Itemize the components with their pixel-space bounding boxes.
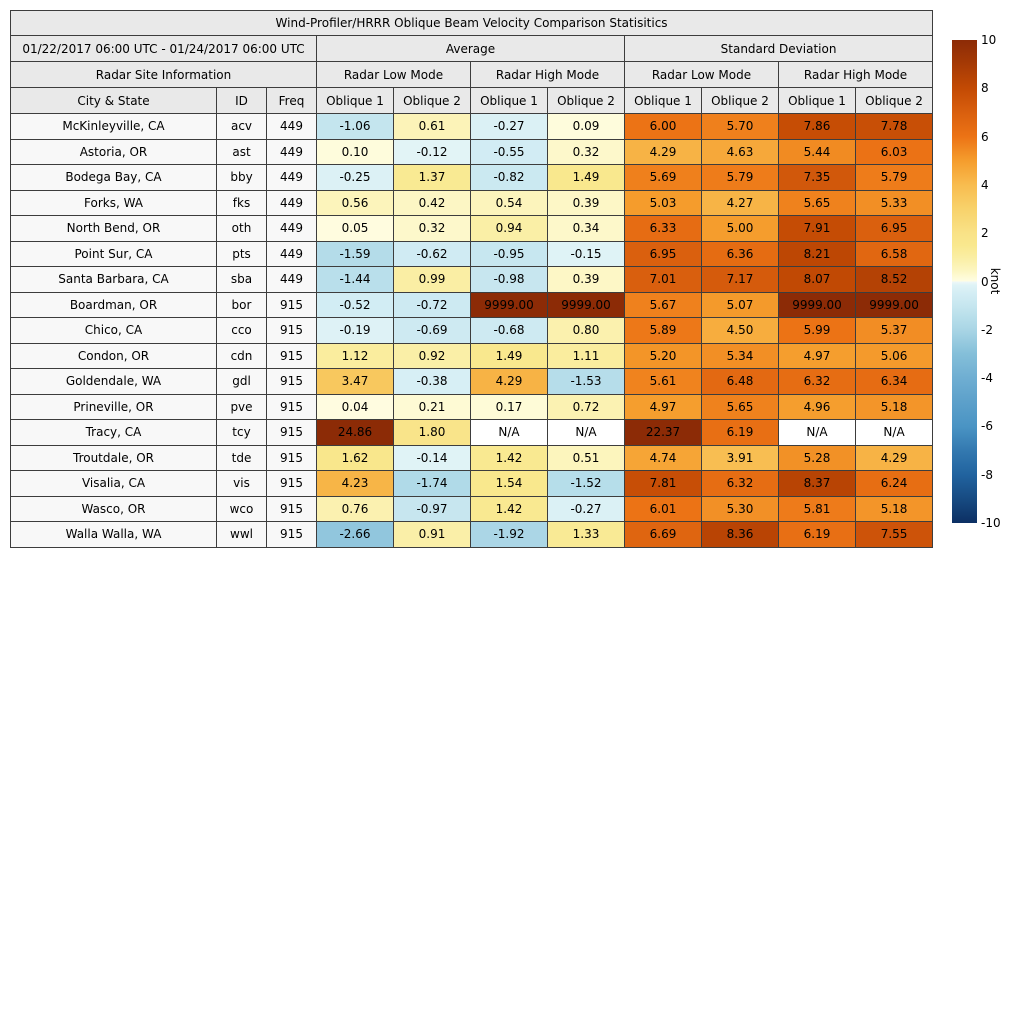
value-cell: 6.95 <box>856 216 933 242</box>
value-cell: -0.72 <box>394 292 471 318</box>
table-row <box>11 471 933 497</box>
colorbar-tick-label: -10 <box>981 516 1001 530</box>
value-cell: 0.05 <box>317 216 394 242</box>
value-cell: -0.98 <box>471 267 548 293</box>
value-cell: 6.95 <box>625 241 702 267</box>
city-cell: Troutdale, OR <box>11 445 217 471</box>
value-cell: 8.37 <box>779 471 856 497</box>
value-cell: -1.53 <box>548 369 625 395</box>
table-row <box>11 420 933 446</box>
freq-cell: 449 <box>267 114 317 140</box>
value-cell: 1.54 <box>471 471 548 497</box>
col-header-freq: Freq <box>267 88 317 114</box>
value-cell: 5.65 <box>779 190 856 216</box>
freq-cell: 449 <box>267 165 317 191</box>
value-cell: 1.11 <box>548 343 625 369</box>
value-cell: 4.97 <box>779 343 856 369</box>
value-cell: 7.01 <box>625 267 702 293</box>
value-cell: 0.61 <box>394 114 471 140</box>
city-cell: Boardman, OR <box>11 292 217 318</box>
section-radar-site-info: Radar Site Information <box>11 62 317 88</box>
value-cell: 0.39 <box>548 267 625 293</box>
value-cell: 3.91 <box>702 445 779 471</box>
freq-cell: 915 <box>267 343 317 369</box>
col-header-oblique1: Oblique 1 <box>471 88 548 114</box>
table-title: Wind-Profiler/HRRR Oblique Beam Velocity Comparison Statisitics <box>11 11 933 36</box>
site-id-cell: cco <box>217 318 267 344</box>
value-cell: -0.55 <box>471 139 548 165</box>
value-cell: 4.50 <box>702 318 779 344</box>
table-row <box>11 343 933 369</box>
table-row <box>11 369 933 395</box>
value-cell: 22.37 <box>625 420 702 446</box>
table-row <box>11 241 933 267</box>
colorbar-tick-label: -8 <box>981 467 993 482</box>
value-cell: 9999.00 <box>471 292 548 318</box>
table-row <box>11 496 933 522</box>
stats-table <box>10 10 933 548</box>
value-cell: 1.49 <box>548 165 625 191</box>
colorbar <box>952 40 977 523</box>
value-cell: 4.29 <box>856 445 933 471</box>
city-cell: Goldendale, WA <box>11 369 217 395</box>
value-cell: 4.74 <box>625 445 702 471</box>
col-header-oblique2: Oblique 2 <box>394 88 471 114</box>
value-cell: 5.20 <box>625 343 702 369</box>
value-cell: 4.63 <box>702 139 779 165</box>
site-id-cell: ast <box>217 139 267 165</box>
value-cell: -0.12 <box>394 139 471 165</box>
value-cell: -0.27 <box>548 496 625 522</box>
value-cell: 1.33 <box>548 522 625 548</box>
city-cell: Wasco, OR <box>11 496 217 522</box>
site-id-cell: bor <box>217 292 267 318</box>
freq-cell: 915 <box>267 292 317 318</box>
value-cell: 0.92 <box>394 343 471 369</box>
value-cell: 7.81 <box>625 471 702 497</box>
value-cell: 8.21 <box>779 241 856 267</box>
section-average: Average <box>317 36 625 62</box>
value-cell: 6.69 <box>625 522 702 548</box>
freq-cell: 915 <box>267 369 317 395</box>
value-cell: -0.95 <box>471 241 548 267</box>
value-cell: 7.78 <box>856 114 933 140</box>
table-row <box>11 292 933 318</box>
value-cell: 5.44 <box>779 139 856 165</box>
value-cell: 0.51 <box>548 445 625 471</box>
value-cell: 0.56 <box>317 190 394 216</box>
value-cell: -0.27 <box>471 114 548 140</box>
value-cell: 0.42 <box>394 190 471 216</box>
value-cell: 6.32 <box>779 369 856 395</box>
col-header-id: ID <box>217 88 267 114</box>
value-cell: 7.86 <box>779 114 856 140</box>
table-row <box>11 445 933 471</box>
city-cell: Point Sur, CA <box>11 241 217 267</box>
freq-cell: 915 <box>267 318 317 344</box>
value-cell: 0.10 <box>317 139 394 165</box>
city-cell: Bodega Bay, CA <box>11 165 217 191</box>
site-id-cell: wwl <box>217 522 267 548</box>
site-id-cell: oth <box>217 216 267 242</box>
value-cell: -0.25 <box>317 165 394 191</box>
table-row <box>11 318 933 344</box>
table-row <box>11 216 933 242</box>
site-id-cell: pts <box>217 241 267 267</box>
value-cell: 1.42 <box>471 496 548 522</box>
value-cell: -0.62 <box>394 241 471 267</box>
city-cell: Visalia, CA <box>11 471 217 497</box>
site-id-cell: gdl <box>217 369 267 395</box>
value-cell: 6.58 <box>856 241 933 267</box>
site-id-cell: tcy <box>217 420 267 446</box>
value-cell: 6.34 <box>856 369 933 395</box>
table-row <box>11 139 933 165</box>
table-row <box>11 394 933 420</box>
value-cell: 5.37 <box>856 318 933 344</box>
section-standard-deviation: Standard Deviation <box>625 36 933 62</box>
city-cell: McKinleyville, CA <box>11 114 217 140</box>
colorbar-unit-label: knot <box>988 267 1002 295</box>
value-cell: 1.49 <box>471 343 548 369</box>
value-cell: 0.91 <box>394 522 471 548</box>
table-row <box>11 165 933 191</box>
value-cell: 5.61 <box>625 369 702 395</box>
city-cell: North Bend, OR <box>11 216 217 242</box>
value-cell: -0.82 <box>471 165 548 191</box>
colorbar-tick-label: -6 <box>981 419 993 434</box>
value-cell: N/A <box>548 420 625 446</box>
col-header-oblique1: Oblique 1 <box>625 88 702 114</box>
colorbar-tick-label: 6 <box>981 129 989 144</box>
value-cell: 0.09 <box>548 114 625 140</box>
freq-cell: 915 <box>267 394 317 420</box>
freq-cell: 915 <box>267 496 317 522</box>
value-cell: 8.36 <box>702 522 779 548</box>
value-cell: -0.97 <box>394 496 471 522</box>
value-cell: 0.72 <box>548 394 625 420</box>
value-cell: 0.94 <box>471 216 548 242</box>
value-cell: 3.47 <box>317 369 394 395</box>
value-cell: 0.39 <box>548 190 625 216</box>
value-cell: 8.07 <box>779 267 856 293</box>
value-cell: 1.80 <box>394 420 471 446</box>
value-cell: 0.54 <box>471 190 548 216</box>
value-cell: -1.06 <box>317 114 394 140</box>
value-cell: 5.69 <box>625 165 702 191</box>
colorbar-tick-label: 0 <box>981 274 989 289</box>
value-cell: 5.67 <box>625 292 702 318</box>
value-cell: 7.17 <box>702 267 779 293</box>
value-cell: 6.36 <box>702 241 779 267</box>
value-cell: 9999.00 <box>856 292 933 318</box>
table-row <box>11 522 933 548</box>
site-id-cell: pve <box>217 394 267 420</box>
site-id-cell: tde <box>217 445 267 471</box>
table-row <box>11 114 933 140</box>
value-cell: 5.18 <box>856 496 933 522</box>
value-cell: 1.12 <box>317 343 394 369</box>
value-cell: 6.03 <box>856 139 933 165</box>
col-header-oblique2: Oblique 2 <box>856 88 933 114</box>
col-header-oblique2: Oblique 2 <box>702 88 779 114</box>
value-cell: 5.33 <box>856 190 933 216</box>
value-cell: 6.01 <box>625 496 702 522</box>
city-cell: Prineville, OR <box>11 394 217 420</box>
value-cell: 5.89 <box>625 318 702 344</box>
colorbar-tick-label: 4 <box>981 177 989 192</box>
value-cell: 9999.00 <box>548 292 625 318</box>
value-cell: 4.23 <box>317 471 394 497</box>
value-cell: -0.68 <box>471 318 548 344</box>
value-cell: 1.42 <box>471 445 548 471</box>
value-cell: -1.59 <box>317 241 394 267</box>
freq-cell: 449 <box>267 216 317 242</box>
freq-cell: 915 <box>267 420 317 446</box>
mode-header-avg-high: Radar High Mode <box>471 62 625 88</box>
site-id-cell: wco <box>217 496 267 522</box>
value-cell: -1.44 <box>317 267 394 293</box>
value-cell: -1.92 <box>471 522 548 548</box>
city-cell: Walla Walla, WA <box>11 522 217 548</box>
value-cell: 1.62 <box>317 445 394 471</box>
value-cell: 5.07 <box>702 292 779 318</box>
value-cell: 5.79 <box>856 165 933 191</box>
col-header-oblique1: Oblique 1 <box>317 88 394 114</box>
value-cell: 5.00 <box>702 216 779 242</box>
value-cell: 9999.00 <box>779 292 856 318</box>
value-cell: 5.28 <box>779 445 856 471</box>
site-id-cell: cdn <box>217 343 267 369</box>
value-cell: 4.29 <box>625 139 702 165</box>
city-cell: Chico, CA <box>11 318 217 344</box>
mode-header-std-low: Radar Low Mode <box>625 62 779 88</box>
value-cell: 0.80 <box>548 318 625 344</box>
city-cell: Santa Barbara, CA <box>11 267 217 293</box>
site-id-cell: acv <box>217 114 267 140</box>
city-cell: Forks, WA <box>11 190 217 216</box>
value-cell: 0.17 <box>471 394 548 420</box>
value-cell: 6.19 <box>779 522 856 548</box>
site-id-cell: vis <box>217 471 267 497</box>
value-cell: 6.33 <box>625 216 702 242</box>
freq-cell: 915 <box>267 445 317 471</box>
mode-header-avg-low: Radar Low Mode <box>317 62 471 88</box>
value-cell: 1.37 <box>394 165 471 191</box>
value-cell: -1.74 <box>394 471 471 497</box>
value-cell: -1.52 <box>548 471 625 497</box>
site-id-cell: fks <box>217 190 267 216</box>
freq-cell: 449 <box>267 139 317 165</box>
freq-cell: 449 <box>267 190 317 216</box>
value-cell: 0.34 <box>548 216 625 242</box>
colorbar-tick-label: 10 <box>981 33 997 47</box>
value-cell: 7.91 <box>779 216 856 242</box>
value-cell: 5.06 <box>856 343 933 369</box>
date-range: 01/22/2017 06:00 UTC - 01/24/2017 06:00 UTC <box>11 36 317 62</box>
value-cell: 0.76 <box>317 496 394 522</box>
value-cell: 5.79 <box>702 165 779 191</box>
value-cell: 5.81 <box>779 496 856 522</box>
value-cell: -0.14 <box>394 445 471 471</box>
value-cell: N/A <box>856 420 933 446</box>
value-cell: -0.38 <box>394 369 471 395</box>
value-cell: 6.48 <box>702 369 779 395</box>
table-row <box>11 190 933 216</box>
site-id-cell: sba <box>217 267 267 293</box>
value-cell: N/A <box>779 420 856 446</box>
value-cell: 8.52 <box>856 267 933 293</box>
value-cell: 6.24 <box>856 471 933 497</box>
value-cell: 4.96 <box>779 394 856 420</box>
colorbar-tick-label: 2 <box>981 226 989 241</box>
city-cell: Condon, OR <box>11 343 217 369</box>
site-id-cell: bby <box>217 165 267 191</box>
value-cell: 0.04 <box>317 394 394 420</box>
value-cell: 24.86 <box>317 420 394 446</box>
freq-cell: 915 <box>267 522 317 548</box>
col-header-city-state: City & State <box>11 88 217 114</box>
value-cell: 7.35 <box>779 165 856 191</box>
value-cell: 4.27 <box>702 190 779 216</box>
city-cell: Tracy, CA <box>11 420 217 446</box>
value-cell: 5.03 <box>625 190 702 216</box>
colorbar-tick-label: -2 <box>981 322 993 337</box>
value-cell: 5.99 <box>779 318 856 344</box>
value-cell: 4.97 <box>625 394 702 420</box>
city-cell: Astoria, OR <box>11 139 217 165</box>
value-cell: N/A <box>471 420 548 446</box>
value-cell: 0.21 <box>394 394 471 420</box>
value-cell: 0.99 <box>394 267 471 293</box>
value-cell: -0.69 <box>394 318 471 344</box>
value-cell: 6.32 <box>702 471 779 497</box>
freq-cell: 449 <box>267 267 317 293</box>
value-cell: 5.65 <box>702 394 779 420</box>
col-header-oblique2: Oblique 2 <box>548 88 625 114</box>
value-cell: -2.66 <box>317 522 394 548</box>
value-cell: 4.29 <box>471 369 548 395</box>
mode-header-std-high: Radar High Mode <box>779 62 933 88</box>
value-cell: 5.70 <box>702 114 779 140</box>
value-cell: 0.32 <box>394 216 471 242</box>
value-cell: 0.32 <box>548 139 625 165</box>
value-cell: -0.19 <box>317 318 394 344</box>
value-cell: 6.19 <box>702 420 779 446</box>
freq-cell: 915 <box>267 471 317 497</box>
value-cell: 7.55 <box>856 522 933 548</box>
value-cell: -0.15 <box>548 241 625 267</box>
freq-cell: 449 <box>267 241 317 267</box>
colorbar-tick-label: 8 <box>981 81 989 96</box>
table-row <box>11 267 933 293</box>
value-cell: 5.34 <box>702 343 779 369</box>
value-cell: 5.30 <box>702 496 779 522</box>
col-header-oblique1: Oblique 1 <box>779 88 856 114</box>
value-cell: -0.52 <box>317 292 394 318</box>
colorbar-tick-label: -4 <box>981 371 993 386</box>
value-cell: 5.18 <box>856 394 933 420</box>
value-cell: 6.00 <box>625 114 702 140</box>
